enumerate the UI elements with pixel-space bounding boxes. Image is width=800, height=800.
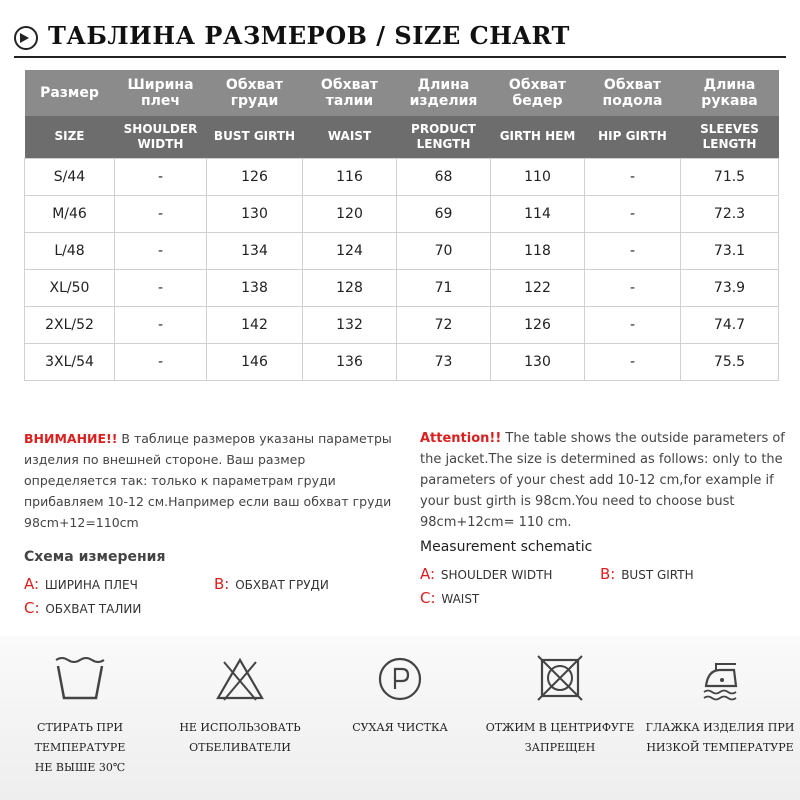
column-header: WAIST bbox=[303, 116, 397, 158]
table-cell: 136 bbox=[303, 343, 397, 380]
wash-30-icon bbox=[52, 654, 108, 704]
schema-title: Measurement schematic bbox=[420, 539, 593, 555]
table-cell: - bbox=[585, 195, 681, 232]
notice-ru bbox=[24, 428, 394, 622]
page-title: ТАБЛИНА РАЗМЕРОВ / SIZE CHART bbox=[48, 21, 570, 50]
column-header: Обхват бедер bbox=[491, 70, 585, 116]
table-cell: 74.7 bbox=[681, 306, 779, 343]
table-cell: - bbox=[115, 306, 207, 343]
table-row bbox=[25, 195, 779, 232]
table-cell: 146 bbox=[207, 343, 303, 380]
legend-item bbox=[24, 574, 194, 596]
column-header: GIRTH HEM bbox=[491, 116, 585, 158]
notice-text: The table shows the outside parameters of the jacket.The size is determined as follows: only to the parameters of your chest add 10-12 cm,for example if your bust girth is 98cm.You need to choose bust 98cm+12cm= 110 cm. bbox=[420, 431, 785, 530]
care-label-line: ГЛАЖКА ИЗДЕЛИЯ ПРИ bbox=[645, 721, 795, 734]
column-header: BUST GIRTH bbox=[207, 116, 303, 158]
care-label bbox=[0, 718, 160, 778]
table-cell: L/48 bbox=[25, 232, 115, 269]
care-item bbox=[0, 654, 160, 778]
table-cell: 72.3 bbox=[681, 195, 779, 232]
table-cell: 73 bbox=[397, 343, 491, 380]
column-header: Обхват груди bbox=[207, 70, 303, 116]
table-cell: 118 bbox=[491, 232, 585, 269]
table-cell: 130 bbox=[491, 343, 585, 380]
care-label-line: НЕ ВЫШЕ 30℃ bbox=[34, 761, 126, 774]
legend-letter: A: bbox=[24, 575, 40, 593]
table-cell: 71.5 bbox=[681, 158, 779, 195]
table-cell: 70 bbox=[397, 232, 491, 269]
table-cell: - bbox=[115, 195, 207, 232]
care-label-line: НЕ ИСПОЛЬЗОВАТЬ bbox=[179, 721, 301, 734]
table-cell: M/46 bbox=[25, 195, 115, 232]
care-item bbox=[480, 654, 640, 758]
column-header: HIP GIRTH bbox=[585, 116, 681, 158]
table-cell: 71 bbox=[397, 269, 491, 306]
table-cell: - bbox=[115, 269, 207, 306]
table-cell: 132 bbox=[303, 306, 397, 343]
care-label bbox=[320, 718, 480, 738]
care-item bbox=[640, 654, 800, 758]
care-label-line: СТИРАТЬ ПРИ ТЕМПЕРАТУРЕ bbox=[34, 721, 126, 754]
header-row-ru bbox=[25, 70, 779, 116]
table-cell: - bbox=[115, 232, 207, 269]
care-label bbox=[480, 718, 640, 758]
table-cell: 122 bbox=[491, 269, 585, 306]
header-divider bbox=[14, 56, 786, 58]
schema-title: Схема измерения bbox=[24, 549, 166, 565]
table-cell: 75.5 bbox=[681, 343, 779, 380]
care-item bbox=[320, 654, 480, 738]
notice-en-paragraph bbox=[420, 428, 790, 533]
size-chart-table bbox=[24, 70, 779, 381]
legend-label: SHOULDER WIDTH bbox=[440, 568, 553, 582]
table-cell: - bbox=[585, 306, 681, 343]
arrow-bullet-icon bbox=[14, 26, 38, 50]
table-cell: 110 bbox=[491, 158, 585, 195]
legend-letter: C: bbox=[420, 589, 436, 607]
care-label-line: ОТБЕЛИВАТЕЛИ bbox=[189, 741, 291, 754]
care-label-line: ЗАПРЕЩЕН bbox=[524, 741, 596, 754]
table-cell: - bbox=[585, 232, 681, 269]
no-bleach-icon bbox=[212, 654, 268, 704]
table-cell: 120 bbox=[303, 195, 397, 232]
legend-label: BUST GIRTH bbox=[621, 568, 694, 582]
iron-low-icon bbox=[692, 654, 748, 704]
measurement-legend bbox=[420, 564, 790, 612]
table-cell: XL/50 bbox=[25, 269, 115, 306]
table-cell: 126 bbox=[207, 158, 303, 195]
table-cell: 134 bbox=[207, 232, 303, 269]
column-header: Обхват талии bbox=[303, 70, 397, 116]
legend-letter: A: bbox=[420, 565, 436, 583]
legend-item bbox=[420, 588, 479, 610]
table-cell: 138 bbox=[207, 269, 303, 306]
measurement-legend bbox=[24, 574, 394, 622]
legend-item bbox=[24, 598, 141, 620]
legend-label: ОБХВАТ ТАЛИИ bbox=[45, 602, 142, 616]
legend-letter: B: bbox=[214, 575, 230, 593]
legend-item bbox=[600, 564, 694, 586]
table-cell: 128 bbox=[303, 269, 397, 306]
care-instructions bbox=[0, 636, 800, 800]
notice-en bbox=[420, 428, 790, 612]
table-cell: 3XL/54 bbox=[25, 343, 115, 380]
column-header: Ширина плеч bbox=[115, 70, 207, 116]
table-row bbox=[25, 158, 779, 195]
table-cell: 2XL/52 bbox=[25, 306, 115, 343]
column-header: Длина рукава bbox=[681, 70, 779, 116]
table-row bbox=[25, 269, 779, 306]
table-cell: 116 bbox=[303, 158, 397, 195]
warning-label: Attention!! bbox=[420, 431, 502, 446]
notice-text: В таблице размеров указаны параметры изделия по внешней стороне. Ваш размер определяется так: только к параметрам груди прибавляем 10-12 см.Например если ваш обхват груди 98cm+12=110cm bbox=[24, 431, 392, 530]
care-label-line: НИЗКОЙ ТЕМПЕРАТУРЕ bbox=[646, 741, 794, 754]
table-cell: 142 bbox=[207, 306, 303, 343]
table-cell: 124 bbox=[303, 232, 397, 269]
dry-clean-p-icon bbox=[372, 654, 428, 704]
care-label bbox=[160, 718, 320, 758]
care-label-line: СУХАЯ ЧИСТКА bbox=[352, 721, 448, 734]
table-cell: 73.1 bbox=[681, 232, 779, 269]
table-cell: 114 bbox=[491, 195, 585, 232]
no-tumble-dry-icon bbox=[532, 654, 588, 704]
legend-item bbox=[420, 564, 580, 586]
table-cell: S/44 bbox=[25, 158, 115, 195]
column-header: PRODUCT LENGTH bbox=[397, 116, 491, 158]
column-header: SHOULDER WIDTH bbox=[115, 116, 207, 158]
table-cell: - bbox=[115, 158, 207, 195]
column-header: SIZE bbox=[25, 116, 115, 158]
header-row-en bbox=[25, 116, 779, 158]
table-cell: 69 bbox=[397, 195, 491, 232]
warning-label: ВНИМАНИЕ!! bbox=[24, 431, 118, 446]
table-cell: 130 bbox=[207, 195, 303, 232]
table-row bbox=[25, 343, 779, 380]
legend-letter: B: bbox=[600, 565, 616, 583]
table-cell: 68 bbox=[397, 158, 491, 195]
table-cell: 72 bbox=[397, 306, 491, 343]
column-header: SLEEVES LENGTH bbox=[681, 116, 779, 158]
table-cell: - bbox=[585, 343, 681, 380]
care-label-line: ОТЖИМ В ЦЕНТРИФУГЕ bbox=[485, 721, 635, 734]
table-cell: - bbox=[115, 343, 207, 380]
table-cell: - bbox=[585, 269, 681, 306]
legend-item bbox=[214, 574, 329, 596]
legend-label: ШИРИНА ПЛЕЧ bbox=[44, 578, 138, 592]
table-cell: 126 bbox=[491, 306, 585, 343]
column-header: Размер bbox=[25, 70, 115, 116]
legend-letter: C: bbox=[24, 599, 40, 617]
legend-label: ОБХВАТ ГРУДИ bbox=[235, 578, 329, 592]
legend-label: WAIST bbox=[441, 592, 480, 606]
notice-ru-paragraph bbox=[24, 428, 394, 533]
table-cell: 73.9 bbox=[681, 269, 779, 306]
column-header: Длина изделия bbox=[397, 70, 491, 116]
table-row bbox=[25, 306, 779, 343]
table-row bbox=[25, 232, 779, 269]
table-cell: - bbox=[585, 158, 681, 195]
page-header bbox=[14, 18, 786, 58]
care-item bbox=[160, 654, 320, 758]
care-label bbox=[640, 718, 800, 758]
column-header: Обхват подола bbox=[585, 70, 681, 116]
